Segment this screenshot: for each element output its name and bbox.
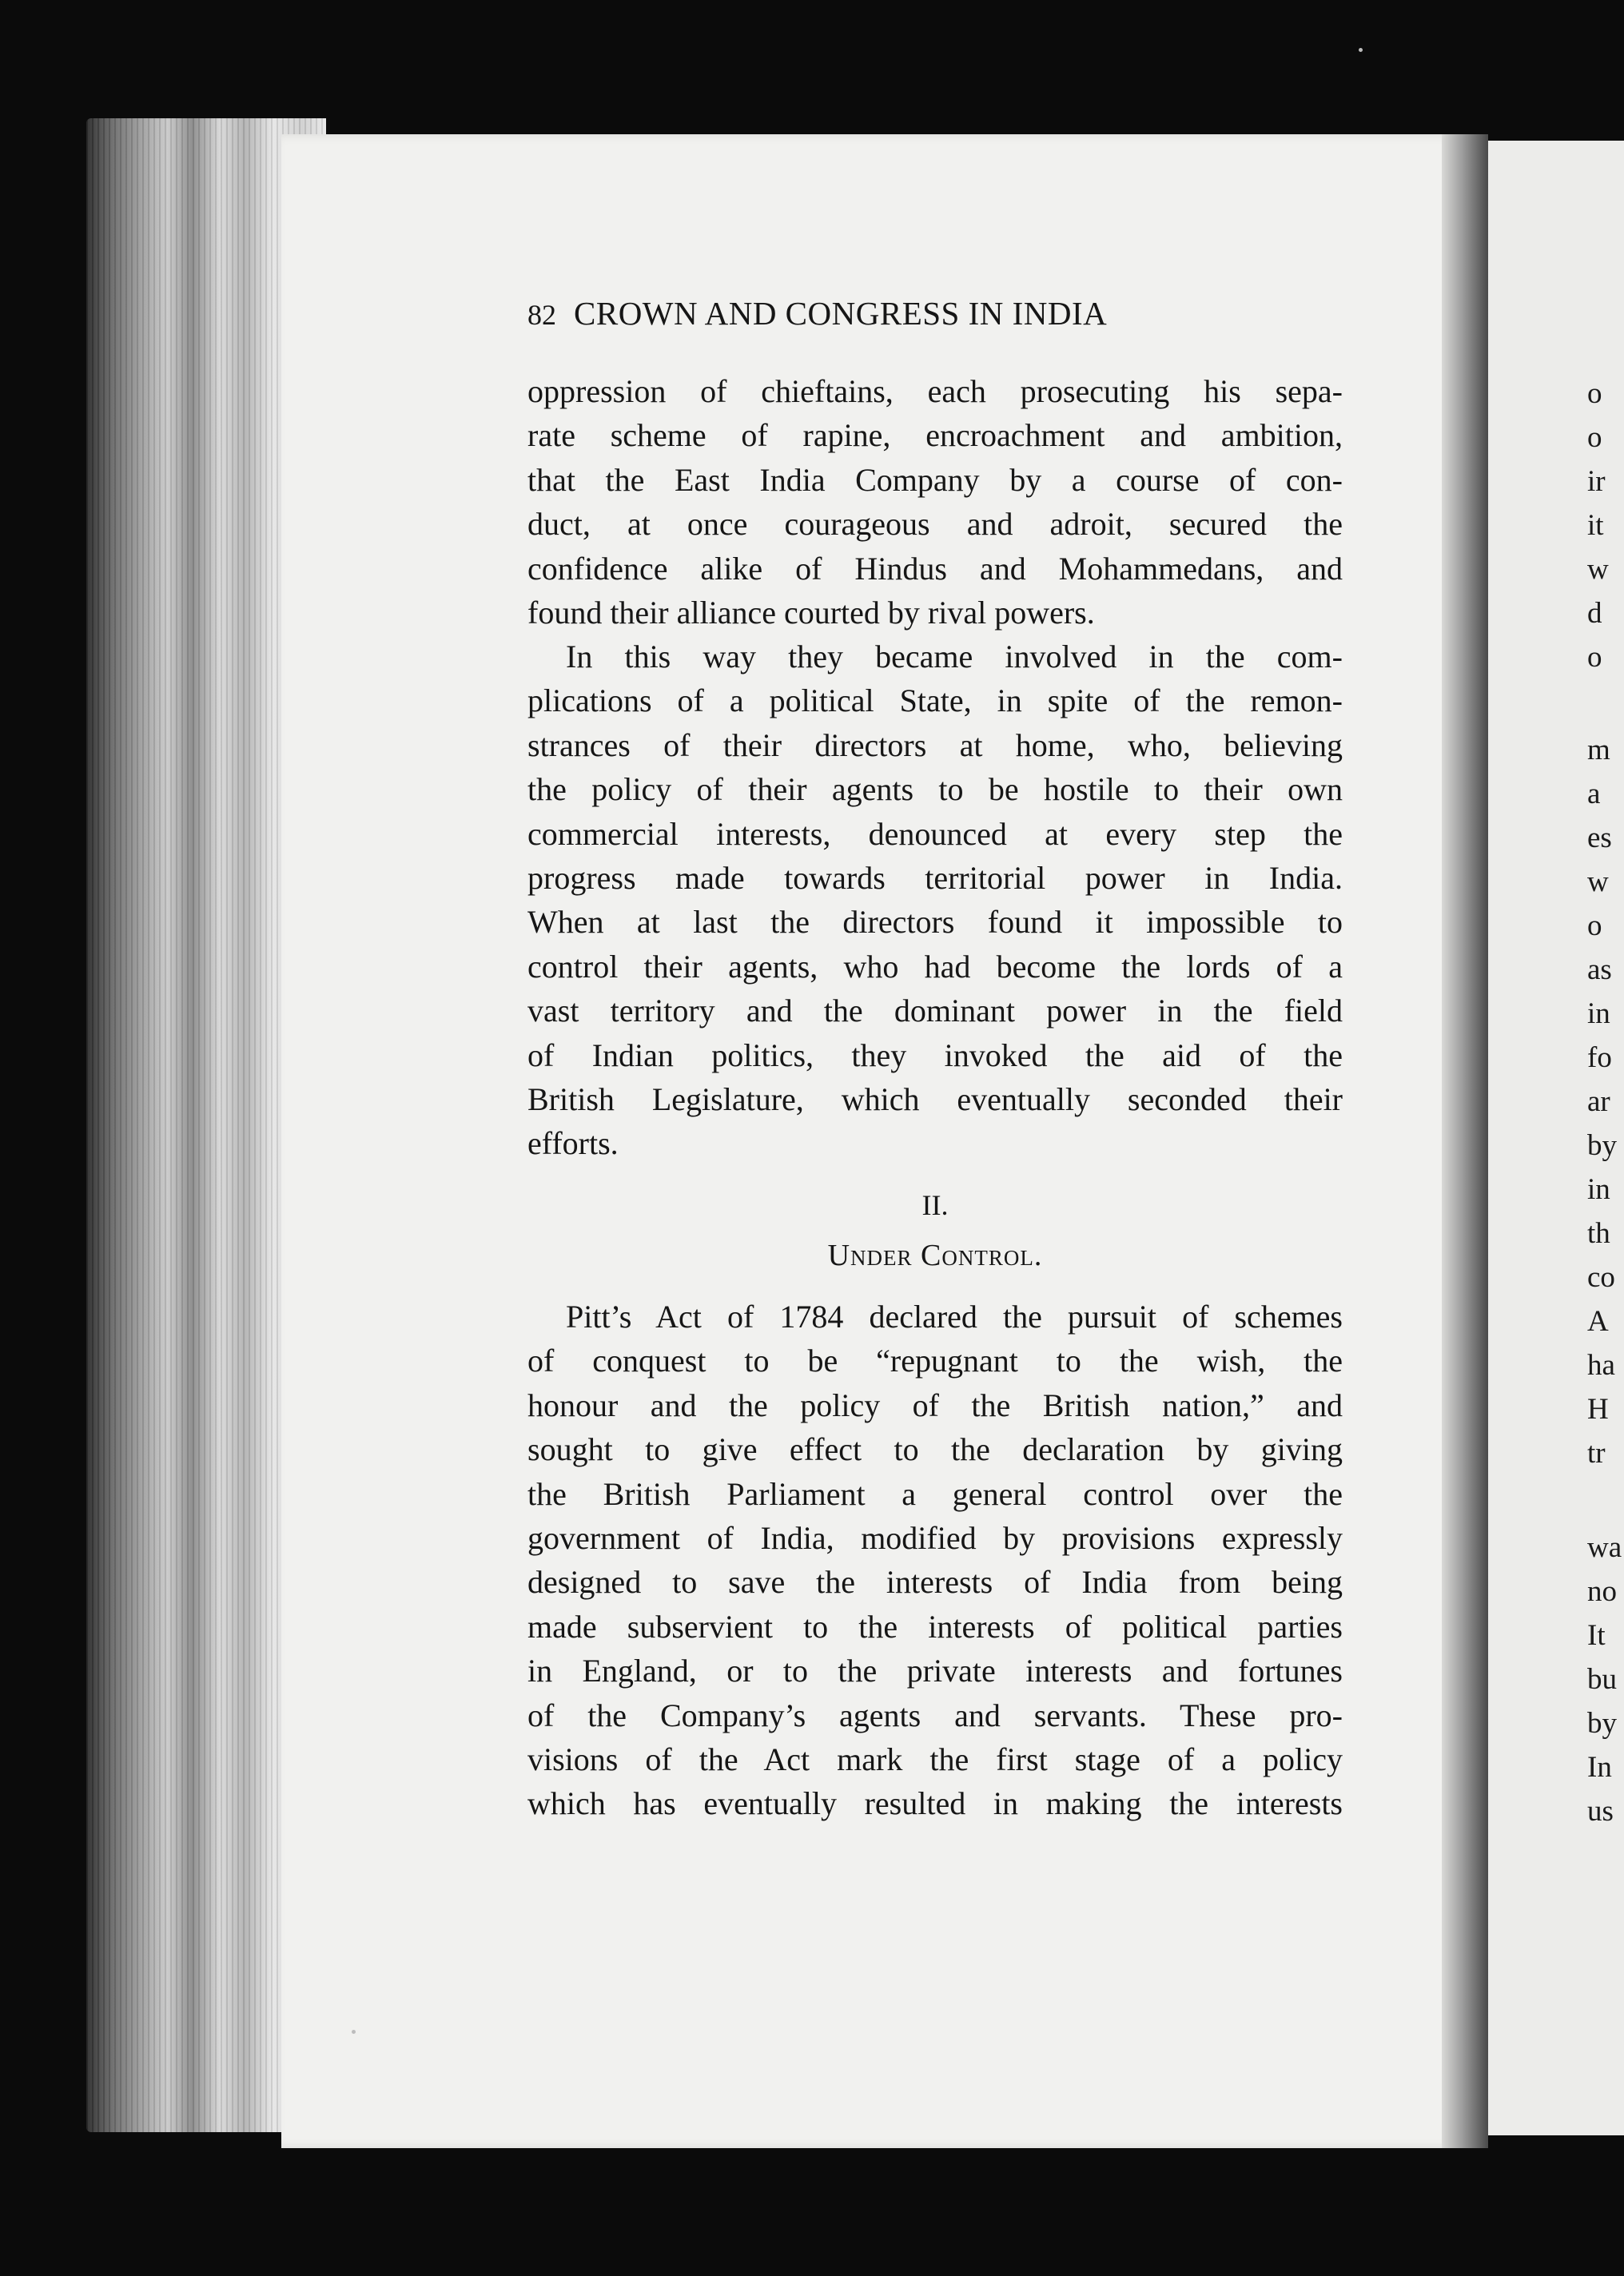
section-number: II. bbox=[921, 1189, 949, 1221]
dust-speck bbox=[352, 2030, 356, 2034]
text-line: of Indian politics, they invoked the aid of the bbox=[527, 1037, 1343, 1073]
facing-fragment: it bbox=[1587, 509, 1604, 542]
text-line: Pitt’s Act of 1784 declared the pursuit of schemes bbox=[566, 1299, 1343, 1335]
text-line: made subservient to the interests of political parties bbox=[527, 1608, 1343, 1645]
facing-fragment: co bbox=[1587, 1261, 1615, 1294]
text-line: oppression of chieftains, each prosecuting his sepa- bbox=[527, 373, 1343, 409]
text-line: which has eventually resulted in making the interests bbox=[527, 1785, 1343, 1822]
book-gutter bbox=[1442, 134, 1488, 2148]
facing-fragment: o bbox=[1587, 909, 1602, 942]
facing-fragment: w bbox=[1587, 553, 1609, 586]
running-title: CROWN AND CONGRESS IN INDIA bbox=[574, 295, 1108, 332]
facing-fragment: In bbox=[1587, 1751, 1612, 1784]
text-line: In this way they became involved in the com- bbox=[566, 639, 1343, 674]
running-header bbox=[527, 297, 1247, 330]
paragraph-2 bbox=[527, 635, 1343, 1166]
facing-fragment: o bbox=[1587, 421, 1602, 454]
text-line: When at last the directors found it impossible to bbox=[527, 904, 1343, 941]
facing-fragment: as bbox=[1587, 953, 1612, 986]
facing-fragment: ha bbox=[1587, 1349, 1615, 1382]
facing-fragment: H bbox=[1587, 1393, 1609, 1426]
facing-fragment: us bbox=[1587, 1795, 1614, 1828]
facing-fragment: m bbox=[1587, 734, 1610, 766]
text-line: the British Parliament a general control over the bbox=[527, 1475, 1343, 1512]
text-line: efforts. bbox=[527, 1125, 619, 1162]
facing-fragment: It bbox=[1587, 1619, 1606, 1652]
facing-fragment: o bbox=[1587, 641, 1602, 674]
text-line: strances of their directors at home, who, believing bbox=[527, 726, 1343, 763]
facing-fragment: A bbox=[1587, 1305, 1609, 1338]
text-line: control their agents, who had become the lords of a bbox=[527, 948, 1343, 985]
facing-fragment: es bbox=[1587, 822, 1612, 854]
text-line: found their alliance courted by rival powers. bbox=[527, 594, 1095, 631]
text-line: confidence alike of Hindus and Mohammedans, and bbox=[527, 550, 1343, 587]
text-line: vast territory and the dominant power in the field bbox=[527, 993, 1343, 1029]
text-line: the policy of their agents to be hostile to their own bbox=[527, 771, 1343, 808]
facing-fragment: fo bbox=[1587, 1041, 1612, 1074]
facing-fragment: o bbox=[1587, 377, 1602, 410]
facing-fragment: a bbox=[1587, 778, 1601, 810]
text-line: sought to give effect to the declaration by giving bbox=[527, 1431, 1343, 1468]
text-line: visions of the Act mark the first stage of a policy bbox=[527, 1741, 1343, 1777]
page-number: 82 bbox=[527, 299, 556, 331]
text-line: designed to save the interests of India from being bbox=[527, 1564, 1343, 1601]
facing-fragment: by bbox=[1587, 1129, 1617, 1162]
paragraph-1 bbox=[527, 369, 1343, 635]
text-line: that the East India Company by a course of con- bbox=[527, 461, 1343, 498]
facing-fragment: no bbox=[1587, 1575, 1617, 1608]
text-line: British Legislature, which eventually seconded their bbox=[527, 1080, 1343, 1117]
facing-fragment: by bbox=[1587, 1707, 1617, 1740]
section-heading: Under Control. bbox=[827, 1239, 1043, 1272]
text-line: progress made towards territorial power in India. bbox=[527, 859, 1343, 896]
text-line: government of India, modified by provisions expressly bbox=[527, 1519, 1343, 1556]
facing-fragment: ir bbox=[1587, 465, 1606, 498]
text-line: honour and the policy of the British nation,” and bbox=[527, 1387, 1343, 1423]
text-line: in England, or to the private interests and fortunes bbox=[527, 1653, 1343, 1689]
paragraph-3 bbox=[527, 1295, 1343, 1826]
text-line: of conquest to be “repugnant to the wish, the bbox=[527, 1343, 1343, 1379]
facing-fragment: bu bbox=[1587, 1663, 1617, 1696]
facing-fragment: th bbox=[1587, 1217, 1610, 1250]
text-line: commercial interests, denounced at every step the bbox=[527, 815, 1343, 852]
text-line: duct, at once courageous and adroit, secured the bbox=[527, 506, 1343, 543]
facing-fragment: d bbox=[1587, 597, 1602, 630]
text-line: plications of a political State, in spite of the remon- bbox=[527, 682, 1343, 719]
facing-fragment: in bbox=[1587, 997, 1610, 1030]
facing-fragment: w bbox=[1587, 865, 1609, 898]
text-line: rate scheme of rapine, encroachment and ambition, bbox=[527, 417, 1343, 454]
text-line: of the Company’s agents and servants. These pro- bbox=[527, 1697, 1343, 1733]
facing-fragment: in bbox=[1587, 1173, 1610, 1206]
facing-fragment: tr bbox=[1587, 1437, 1606, 1470]
facing-fragment: ar bbox=[1587, 1085, 1610, 1118]
dust-speck bbox=[1359, 48, 1363, 52]
facing-fragment: wa bbox=[1587, 1531, 1622, 1564]
